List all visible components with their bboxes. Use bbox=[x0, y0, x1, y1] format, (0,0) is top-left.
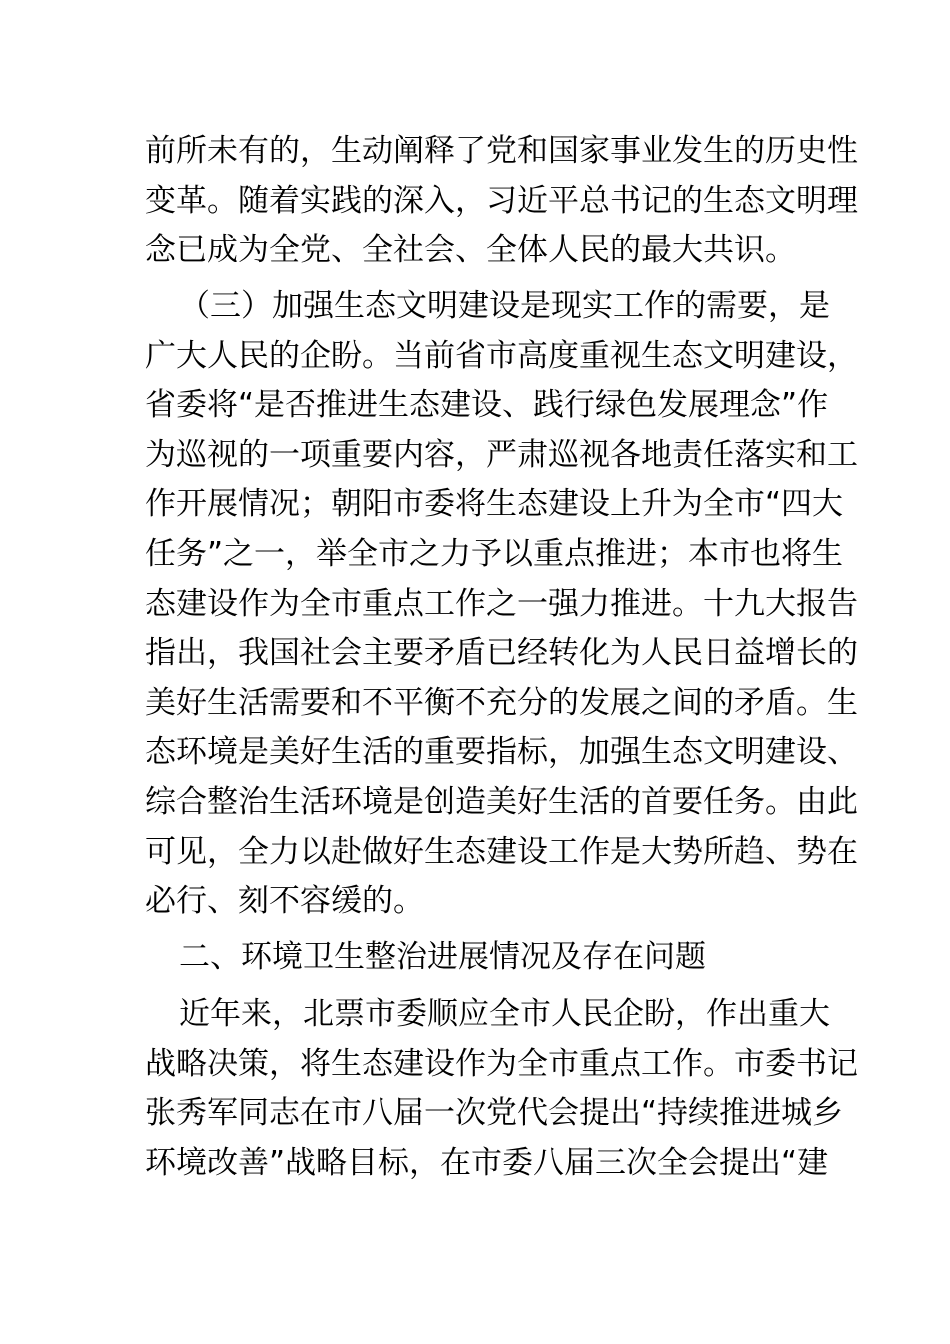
paragraph-line: 综合整治生活环境是创造美好生活的首要任务。由此 bbox=[145, 783, 858, 820]
paragraph-1 bbox=[145, 127, 858, 276]
paragraph-line: （三）加强生态文明建设是现实工作的需要，是 bbox=[179, 288, 830, 324]
paragraph-line: 念已成为全党、全社会、全体人民的最大共识。 bbox=[145, 232, 796, 269]
paragraph-3 bbox=[145, 990, 858, 1188]
paragraph-line: 指出，我国社会主要矛盾已经转化为人民日益增长的 bbox=[145, 635, 858, 672]
paragraph-line: 任务”之一，举全市之力予以重点推进；本市也将生 bbox=[145, 535, 844, 572]
paragraph-line: 美好生活需要和不平衡不充分的发展之间的矛盾。生 bbox=[145, 684, 858, 721]
paragraph-line: 前所未有的，生动阐释了党和国家事业发生的历史性 bbox=[145, 133, 858, 169]
paragraph-2 bbox=[145, 282, 858, 927]
paragraph-line: 变革。随着实践的深入，习近平总书记的生态文明理 bbox=[145, 182, 858, 219]
section-heading bbox=[145, 933, 810, 983]
paragraph-line: 省委将“是否推进生态建设、践行绿色发展理念”作 bbox=[145, 387, 829, 424]
section-heading-text: 二、环境卫生整治进展情况及存在问题 bbox=[179, 939, 706, 975]
paragraph-line: 态环境是美好生活的重要指标，加强生态文明建设、 bbox=[145, 734, 858, 771]
paragraph-line: 环境改善”战略目标，在市委八届三次全会提出“建 bbox=[145, 1144, 829, 1181]
paragraph-line: 战略决策，将生态建设作为全市重点工作。市委书记 bbox=[145, 1045, 858, 1082]
paragraph-line: 张秀军同志在市八届一次党代会提出“持续推进城乡 bbox=[145, 1095, 844, 1132]
paragraph-line: 作开展情况；朝阳市委将生态建设上升为全市“四大 bbox=[145, 486, 844, 523]
paragraph-line: 必行、刻不容缓的。 bbox=[145, 883, 424, 920]
paragraph-line: 可见，全力以赴做好生态建设工作是大势所趋、势在 bbox=[145, 833, 858, 870]
paragraph-line: 近年来，北票市委顺应全市人民企盼，作出重大 bbox=[179, 996, 830, 1032]
paragraph-line: 态建设作为全市重点工作之一强力推进。十九大报告 bbox=[145, 585, 858, 622]
paragraph-line: 为巡视的一项重要内容，严肃巡视各地责任落实和工 bbox=[145, 436, 858, 473]
paragraph-line: 广大人民的企盼。当前省市高度重视生态文明建设， bbox=[145, 337, 858, 374]
